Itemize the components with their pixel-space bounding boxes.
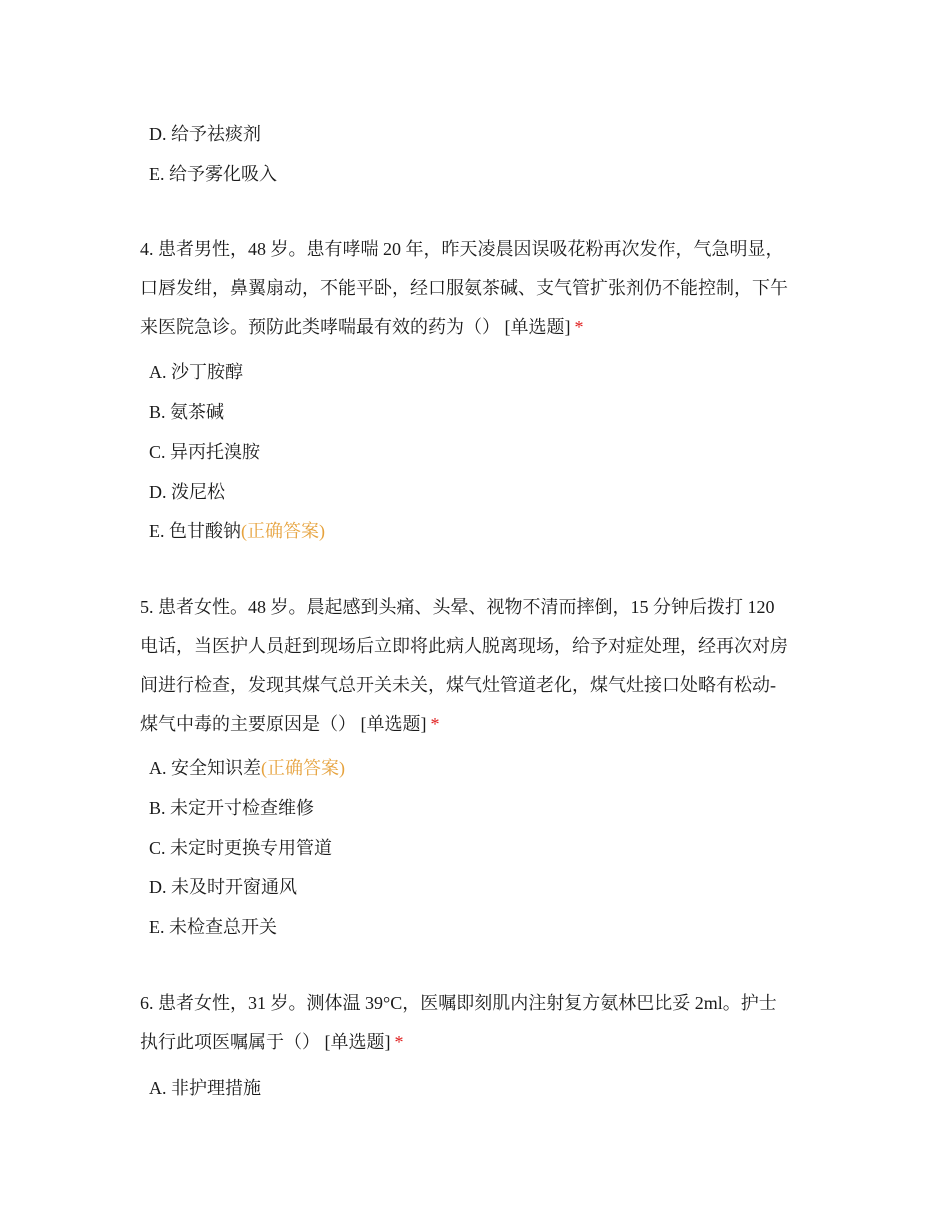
correct-answer-label: (正确答案) <box>261 758 345 778</box>
option-text: B. 未定开寸检查维修 <box>149 798 315 818</box>
required-mark: * <box>574 317 584 337</box>
q5-option-e[interactable] <box>149 915 277 939</box>
required-mark: * <box>394 1032 404 1052</box>
question-text-line: 间进行检查，发现其煤气总开关未关，煤气灶管道老化，煤气灶接口处略有松动- <box>140 675 776 695</box>
question-text-line: 口唇发绀，鼻翼扇动，不能平卧，经口服氨茶碱、支气管扩张剂仍不能控制，下午 <box>140 278 788 298</box>
q4-option-c[interactable] <box>149 440 260 464</box>
option-text: A. 沙丁胺醇 <box>149 362 243 382</box>
q5-option-b[interactable] <box>149 796 314 820</box>
option-text: C. 异丙托溴胺 <box>149 442 261 462</box>
option-text: E. 给予雾化吸入 <box>149 164 277 184</box>
question-4 <box>140 230 820 347</box>
required-mark: * <box>430 714 440 734</box>
option-text: B. 氨茶碱 <box>149 402 225 422</box>
option-text: D. 泼尼松 <box>149 482 225 502</box>
question-text: 煤气中毒的主要原因是（） [单选题] <box>140 714 427 734</box>
option-text: A. 非护理措施 <box>149 1078 261 1098</box>
correct-answer-label: (正确答案) <box>241 521 325 541</box>
question-text-line-last <box>140 308 820 347</box>
question-text-line: 电话，当医护人员赶到现场后立即将此病人脱离现场，给予对症处理，经再次对房 <box>140 636 788 656</box>
question-6 <box>140 984 820 1062</box>
q5-option-c[interactable] <box>149 836 332 860</box>
q6-option-a[interactable] <box>149 1076 261 1100</box>
q4-option-a[interactable] <box>149 360 243 384</box>
question-text-line-last <box>140 1023 820 1062</box>
q4-option-d[interactable] <box>149 480 225 504</box>
question-text: 来医院急诊。预防此类哮喘最有效的药为（） [单选题] <box>140 317 571 337</box>
option-text: E. 未检查总开关 <box>149 917 277 937</box>
option-text: D. 未及时开窗通风 <box>149 877 297 897</box>
option-text: D. 给予祛痰剂 <box>149 124 261 144</box>
question-text-line: 5. 患者女性。48 岁。晨起感到头痛、头晕、视物不清而摔倒，15 分钟后拨打 120 <box>140 597 775 617</box>
option-e[interactable] <box>149 162 277 186</box>
question-text: 执行此项医嘱属于（） [单选题] <box>140 1032 391 1052</box>
question-text-line-last <box>140 705 820 744</box>
q5-option-d[interactable] <box>149 875 297 899</box>
option-d[interactable] <box>149 122 261 146</box>
option-text: E. 色甘酸钠 <box>149 521 241 541</box>
question-5 <box>140 588 820 744</box>
option-text: A. 安全知识差 <box>149 758 261 778</box>
q4-option-e[interactable] <box>149 519 325 543</box>
question-text-line: 6. 患者女性，31 岁。测体温 39°C，医嘱即刻肌内注射复方氨林巴比妥 2ml。护士 <box>140 993 777 1013</box>
q4-option-b[interactable] <box>149 400 224 424</box>
question-text-line: 4. 患者男性，48 岁。患有哮喘 20 年，昨天凌晨因误吸花粉再次发作，气急明显， <box>140 239 784 259</box>
q5-option-a[interactable] <box>149 756 345 780</box>
option-text: C. 未定时更换专用管道 <box>149 838 333 858</box>
